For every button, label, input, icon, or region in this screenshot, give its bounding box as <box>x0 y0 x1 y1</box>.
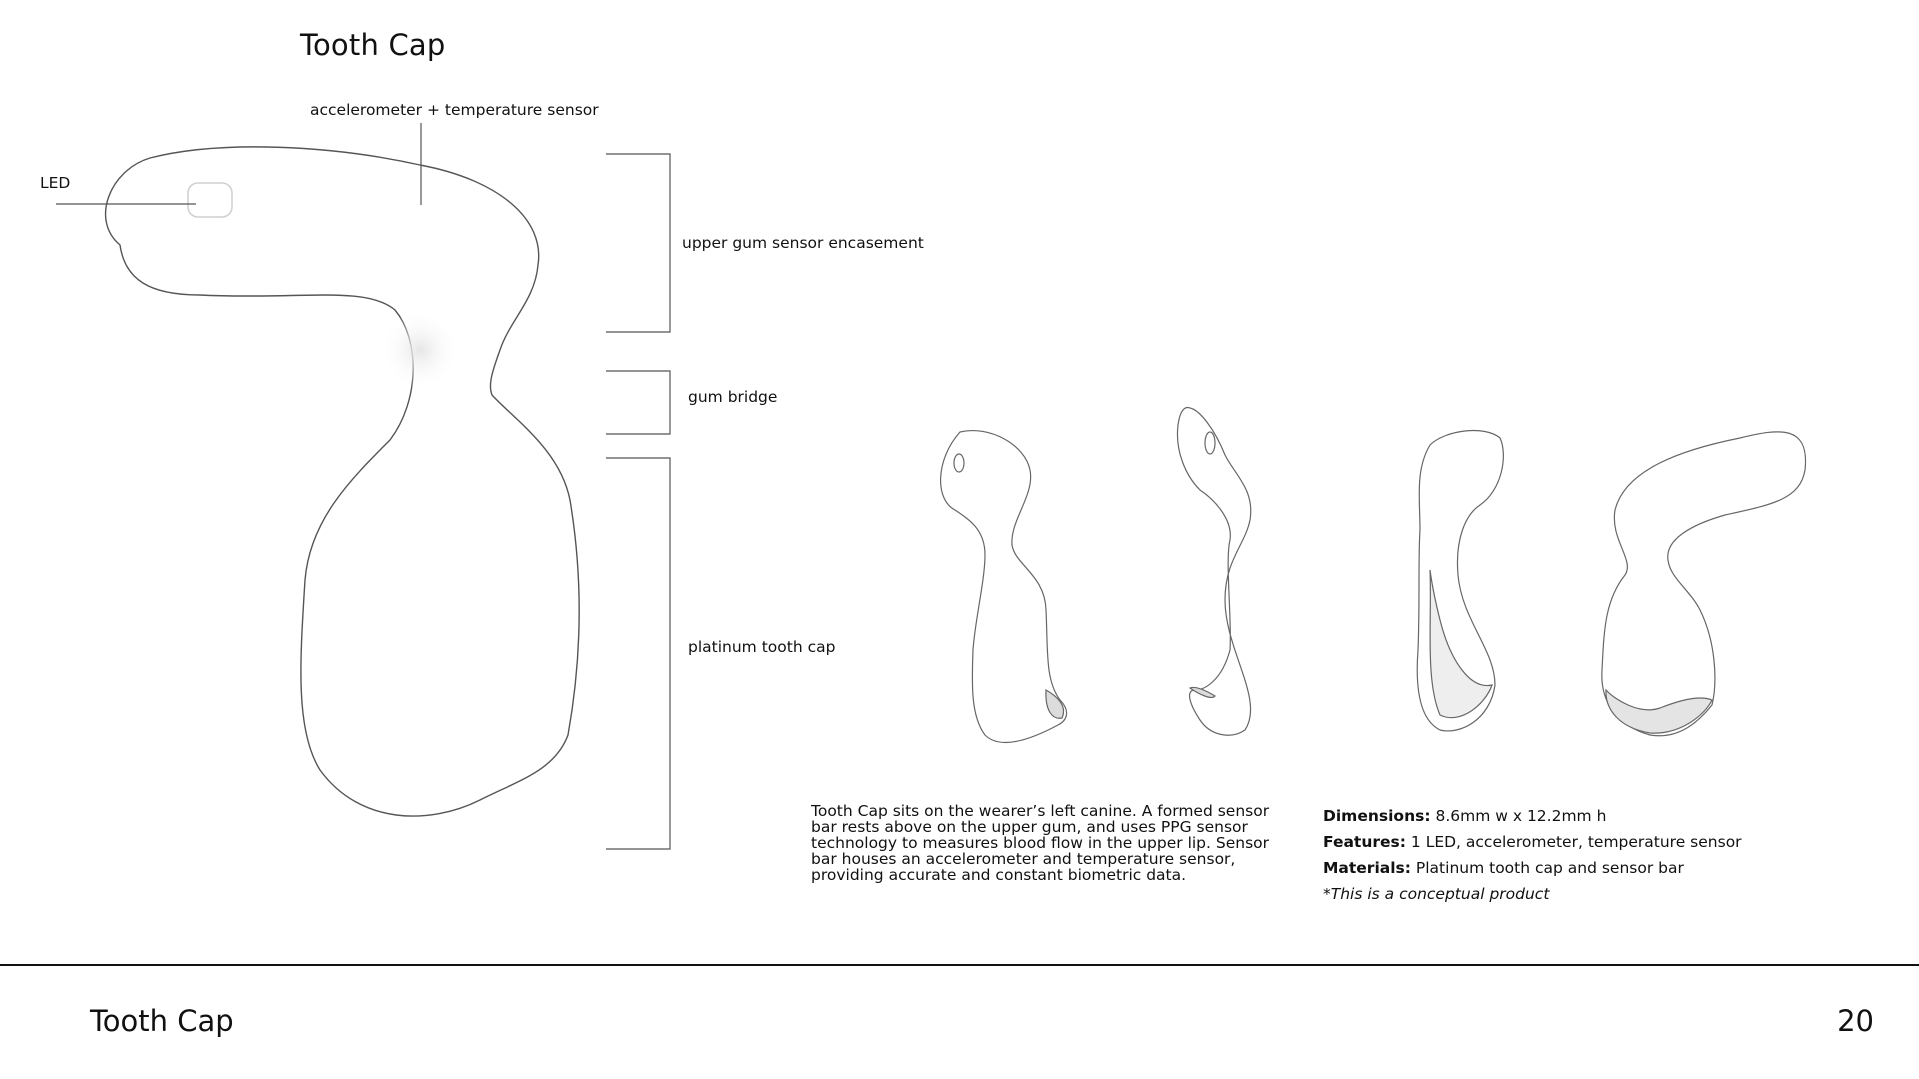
gum-bridge-shading <box>380 310 460 390</box>
footer-divider <box>0 964 1919 966</box>
view-1-led-icon <box>954 454 964 472</box>
spec-features-value: 1 LED, accelerometer, temperature sensor <box>1410 833 1742 851</box>
upper-gum-label: upper gum sensor encasement <box>682 234 924 252</box>
led-icon <box>188 183 232 217</box>
page-number: 20 <box>1837 1004 1874 1038</box>
led-label: LED <box>40 174 71 192</box>
spec-dimensions-value: 8.6mm w x 12.2mm h <box>1435 807 1607 825</box>
product-specs <box>1323 803 1843 907</box>
spec-dimensions-label: Dimensions: <box>1323 807 1431 825</box>
page-title: Tooth Cap <box>300 28 446 62</box>
spec-features-label: Features: <box>1323 833 1406 851</box>
view-4-drawing <box>1602 432 1806 736</box>
view-2-drawing <box>1177 408 1250 736</box>
spec-dimensions <box>1323 803 1843 829</box>
spec-materials-label: Materials: <box>1323 859 1411 877</box>
tooth-cap-bracket <box>606 458 670 849</box>
main-tooth-cap-drawing <box>106 147 580 816</box>
spec-materials <box>1323 855 1843 881</box>
gum-bridge-label: gum bridge <box>688 388 778 406</box>
tooth-cap-label: platinum tooth cap <box>688 638 836 656</box>
gum-bridge-bracket <box>606 371 670 434</box>
conceptual-note: *This is a conceptual product <box>1323 885 1550 903</box>
product-description: Tooth Cap sits on the wearer’s left canine. A formed sensor bar rests above on the upper gum, and uses PPG sensor technology to measures blood flow in the upper lip. Sensor bar houses an accelerometer and temperature sensor, providing accurate and constant biometric data. <box>811 802 1270 884</box>
spec-materials-value: Platinum tooth cap and sensor bar <box>1415 859 1684 877</box>
sensor-label: accelerometer + temperature sensor <box>310 101 599 119</box>
view-drawings <box>941 408 1806 743</box>
upper-gum-bracket <box>606 154 670 332</box>
spec-features <box>1323 829 1843 855</box>
view-2-led-icon <box>1205 432 1215 454</box>
footer-title: Tooth Cap <box>90 1004 234 1038</box>
